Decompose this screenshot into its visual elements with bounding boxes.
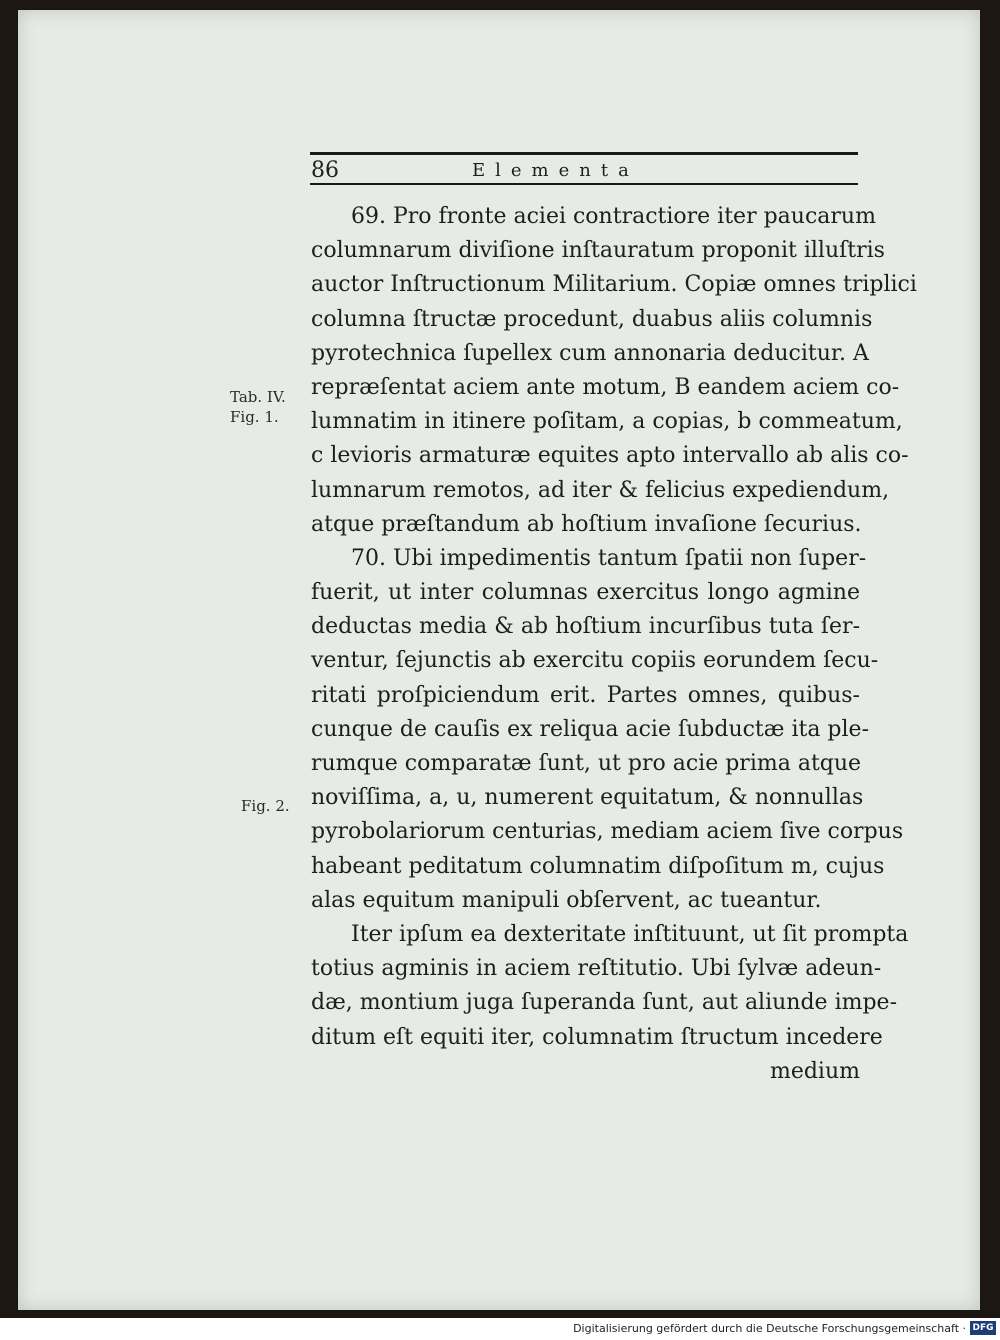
text-line: ritati proſpiciendum erit. Partes omnes, quibus- <box>311 682 860 708</box>
text-line: atque præſtandum ab hoſtium invaſione ſecurius. <box>311 511 862 537</box>
text-line: Iter ipſum ea dexteritate inſtituunt, ut ſit prompta <box>351 921 909 947</box>
text-line: alas equitum manipuli obſervent, ac tueantur. <box>311 887 822 913</box>
text-line: pyrobolariorum centurias, mediam aciem ſive corpus <box>311 819 904 845</box>
text-line: 70. Ubi impedimentis tantum ſpatii non ſuper- <box>351 545 867 571</box>
text-line: lumnarum remotos, ad iter & felicius expediendum, <box>311 477 890 503</box>
body-text <box>311 200 917 1089</box>
running-title: Elementa <box>472 160 639 181</box>
catchword: medium <box>769 1058 860 1084</box>
text-line: cunque de cauſis ex reliqua acie ſubductæ ita ple- <box>311 716 870 742</box>
text-line: rumque comparatæ ſunt, ut pro acie prima atque <box>311 751 862 776</box>
text-line: totius agminis in aciem reſtitutio. Ubi ſylvæ adeun- <box>311 956 882 982</box>
header-rule-bottom <box>310 183 858 185</box>
dfg-logo: DFG <box>970 1321 996 1335</box>
text-line: repræſentat aciem ante motum, B eandem aciem co- <box>311 374 900 400</box>
digitization-credit: Digitalisierung gefördert durch die Deutsche Forschungsgemeinschaft · <box>573 1322 966 1335</box>
page-number: 86 <box>311 158 339 183</box>
text-line: auctor Inſtructionum Militarium. Copiæ omnes triplici <box>311 272 917 298</box>
text-line: ditum eſt equiti iter, columnatim ſtructum incedere <box>311 1024 883 1050</box>
margin-note-fig-2: Fig. 2. <box>241 797 290 815</box>
text-line: lumnatim in itinere poſitam, a copias, b commeatum, <box>311 409 903 435</box>
text-line: ventur, ſejunctis ab exercitu copiis eorundem ſecu- <box>311 648 879 674</box>
text-line: habeant peditatum columnatim diſpoſitum m, cujus <box>311 853 885 879</box>
text-line: noviſſima, a, u, numerent equitatum, & nonnullas <box>311 785 864 811</box>
text-line: deductas media & ab hoſtium incurſibus tuta ſer- <box>311 614 860 640</box>
text-line: columna ſtructæ procedunt, duabus aliis columnis <box>311 306 873 332</box>
text-line: fuerit, ut inter columnas exercitus longo agmine <box>311 580 860 606</box>
margin-note-tab-iv: Tab. IV. <box>230 388 286 406</box>
header-rule-top <box>310 152 858 155</box>
text-line: c levioris armaturæ equites apto intervallo ab alis co- <box>311 443 909 469</box>
margin-note-fig-1: Fig. 1. <box>230 408 279 426</box>
text-line: 69. Pro fronte aciei contractiore iter paucarum <box>351 204 876 229</box>
text-line: columnarum diviſione inſtauratum proponit illuſtris <box>311 238 885 264</box>
text-line: pyrotechnica ſupellex cum annonaria deducitur. A <box>311 340 869 366</box>
text-line: dæ, montium juga ſuperanda ſunt, aut aliunde impe- <box>311 990 897 1016</box>
